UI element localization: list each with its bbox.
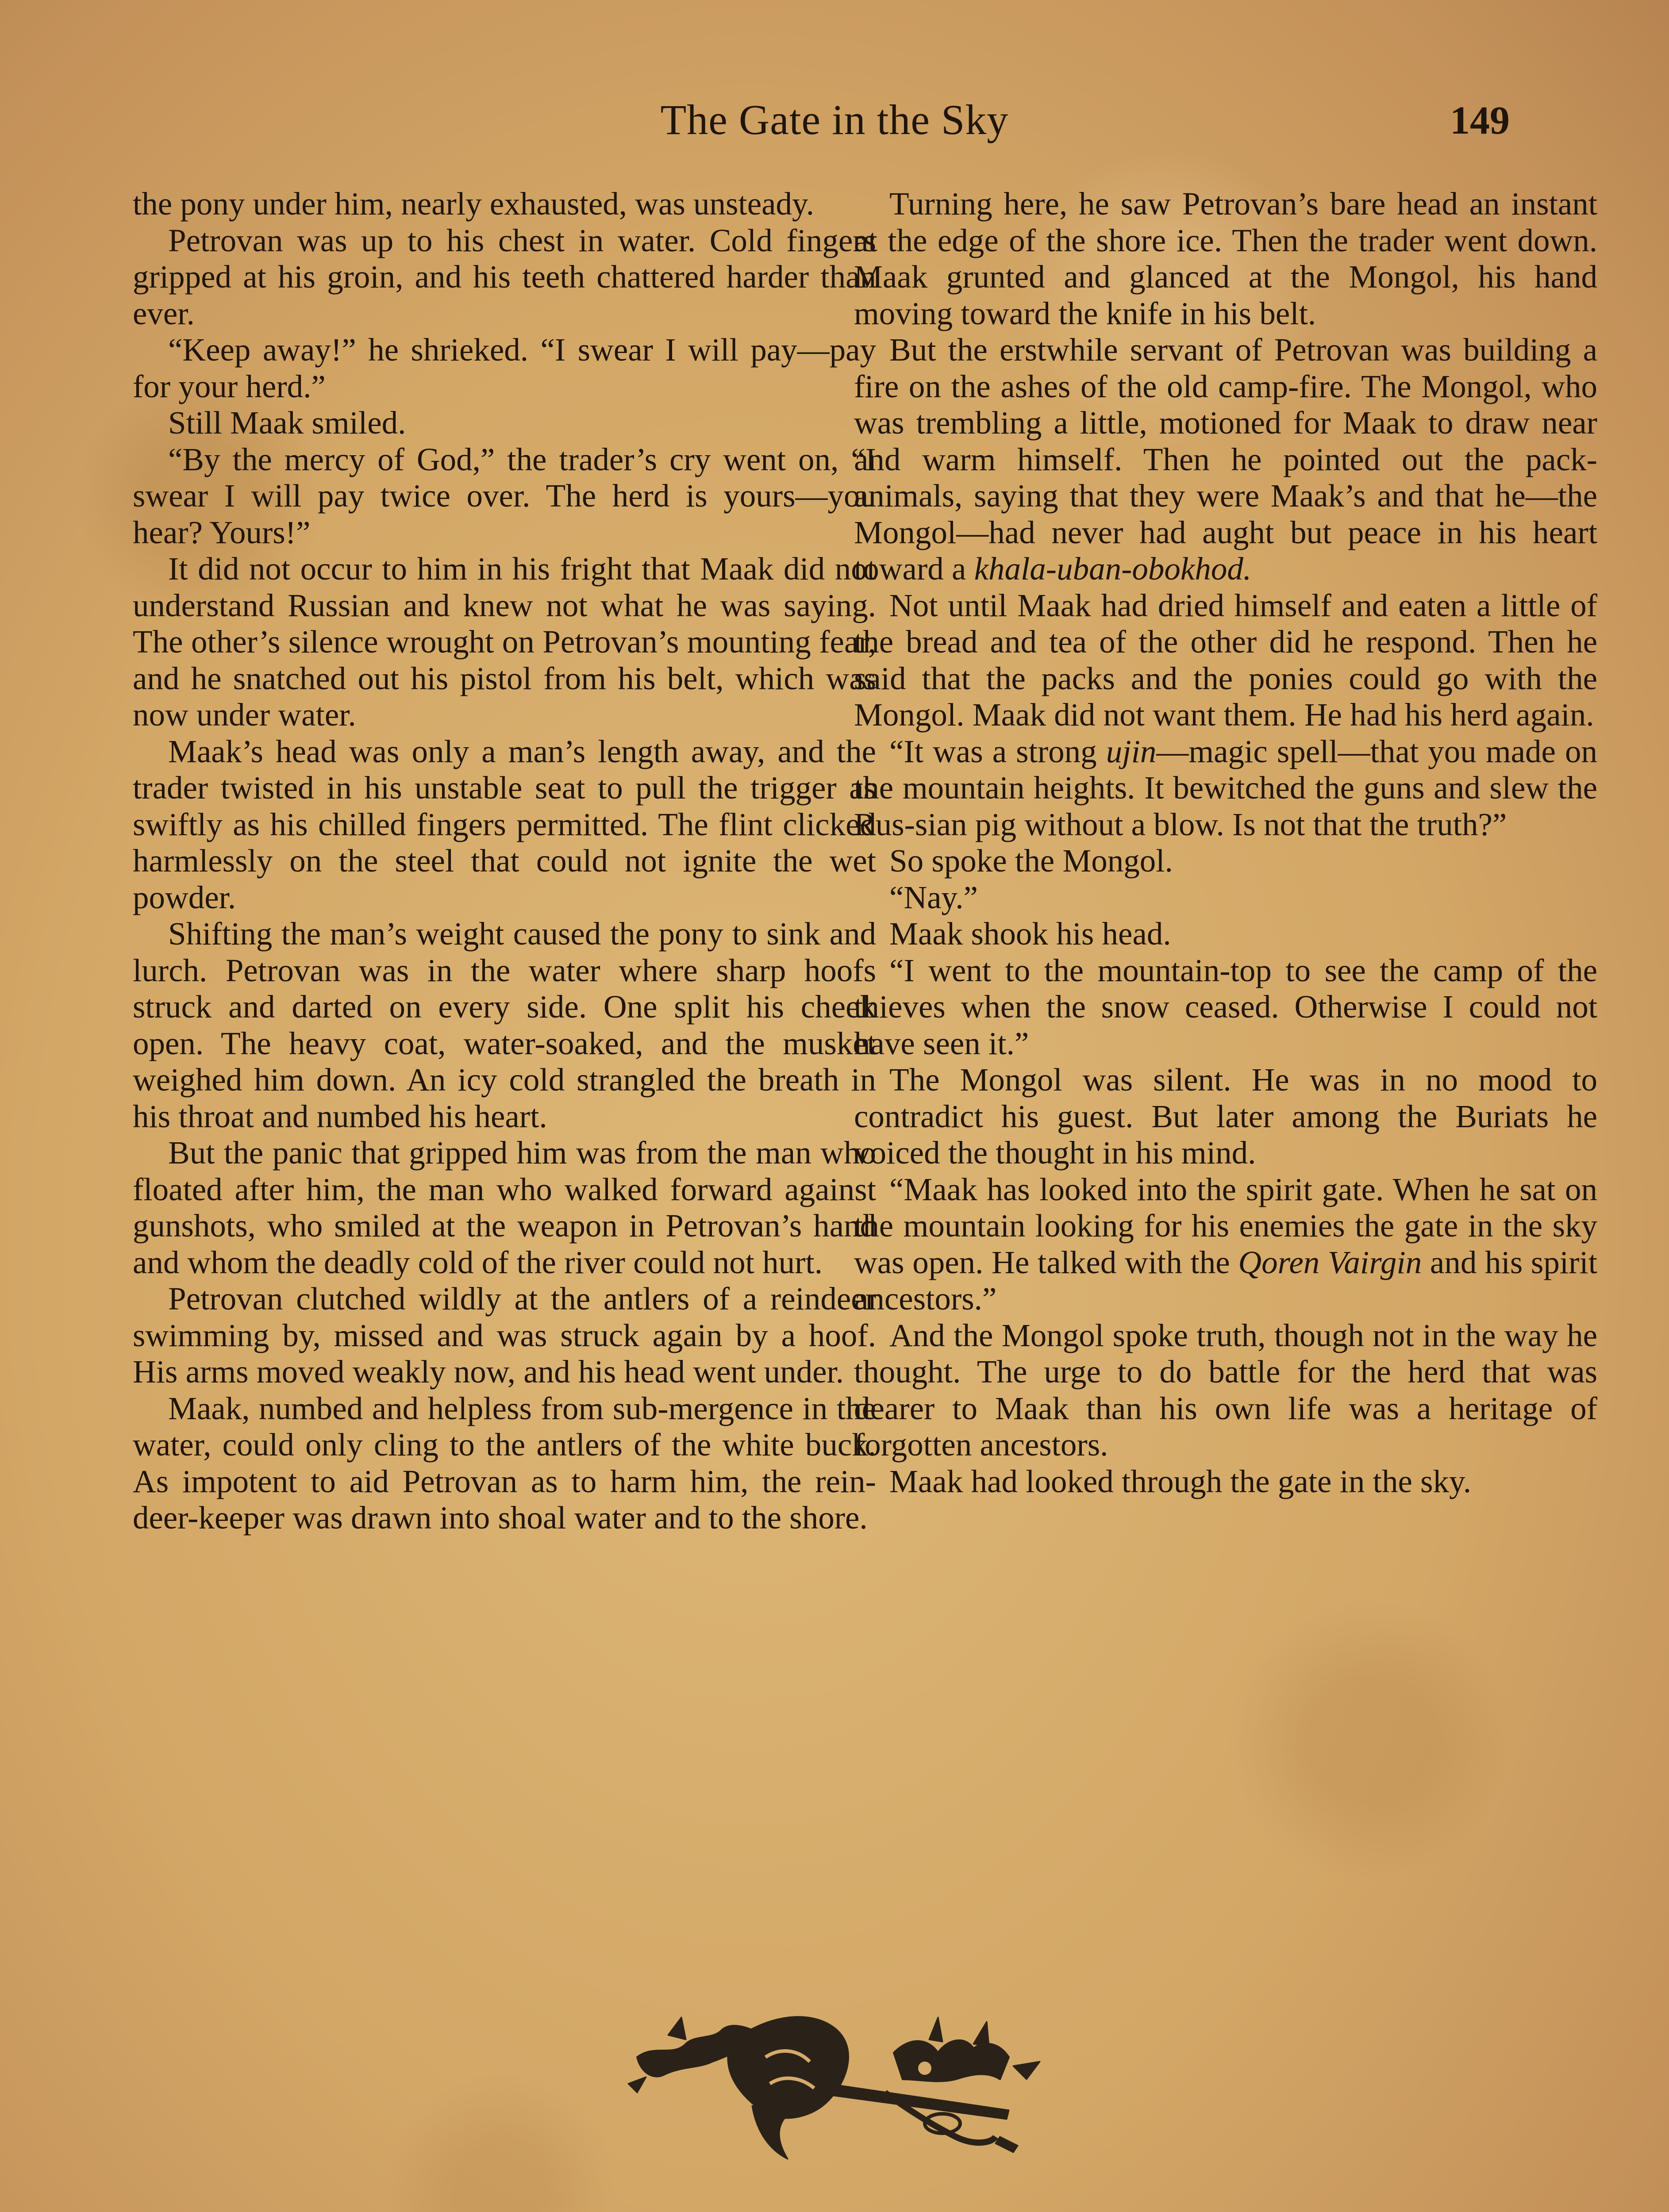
italic-term: khala-uban-obokhod. <box>974 551 1252 587</box>
paragraph: Not until Maak had dried himself and eaten a little of the bread and tea of the other did he respond. Then he said that the packs and the ponies could go with the Mongol. Maak did not want them. He had his herd again. <box>854 587 1597 733</box>
paragraph: “Keep away!” he shrieked. “I swear I will pay—pay for your herd.” <box>133 332 876 404</box>
paragraph: “By the mercy of God,” the trader’s cry went on, “I swear I will pay twice over. The herd is yours—you hear? Yours!” <box>133 441 876 550</box>
paragraph: “I went to the mountain-top to see the camp of the thieves when the snow ceased. Otherwise I could not have seen it.” <box>854 952 1597 1061</box>
paragraph: Maak shook his head. <box>889 916 1171 952</box>
paragraph-text: But the erstwhile servant of Petrovan was building a fire on the ashes of the old camp-fire. The Mongol, who was trembling a little, motioned for Maak to draw near and warm himself. Then he pointed out the pack-animals, saying that they were Maak’s and that he—the Mongol—had never had aught but peace in his heart toward a <box>854 332 1597 587</box>
paragraph: But the panic that gripped him was from the man who floated after him, the man who walked forward against gunshots, who smiled at the weapon in Petrovan’s hand and whom the deadly cold of the river could not hurt. <box>133 1135 876 1280</box>
paragraph-text: —magic spell—that you made on the mountain heights. It bewitched the guns and slew the Rus-sian pig without a blow. Is not that the truth?” <box>854 733 1597 842</box>
paragraph: Petrovan clutched wildly at the antlers of a reindeer swimming by, missed and was struck again by a hoof. His arms moved weakly now, and his head went under. <box>133 1281 876 1390</box>
paragraph <box>854 733 1597 843</box>
running-title: The Gate in the Sky <box>660 96 1009 143</box>
paragraph-text: “Maak has looked into the spirit gate. When he sat on the mountain looking for his enemies the gate in the sky was open. He talked with the <box>854 1171 1597 1280</box>
italic-term: Qoren Vairgin <box>1238 1244 1422 1280</box>
paragraph: Turning here, he saw Petrovan’s bare head an instant at the edge of the shore ice. Then the trader went down. Maak grunted and glanced at the Mongol, his hand moving toward the knife in his belt. <box>854 186 1597 331</box>
running-header <box>133 95 1536 153</box>
paragraph: It did not occur to him in his fright that Maak did not understand Russian and knew not what he was saying. The other’s silence wrought on Petrovan’s mounting fear, and he snatched out his pistol from his belt, which was now under water. <box>133 551 876 733</box>
paragraph: And the Mongol spoke truth, though not in the way he thought. The urge to do battle for the herd that was dearer to Maak than his own life was a heritage of forgotten ancestors. <box>854 1317 1597 1463</box>
page-number: 149 <box>1450 99 1510 142</box>
paragraph: Still Maak smiled. <box>168 405 406 441</box>
left-column <box>133 186 876 1536</box>
right-column <box>854 186 1597 1500</box>
paragraph: Petrovan was up to his chest in water. Cold fingers gripped at his groin, and his teeth chattered harder than ever. <box>133 222 876 331</box>
paragraph: “Nay.” <box>889 879 978 915</box>
paragraph: So spoke the Mongol. <box>889 843 1173 879</box>
paragraph: The Mongol was silent. He was in no mood to contradict his guest. But later among the Buriats he voiced the thought in his mind. <box>854 1062 1597 1171</box>
paragraph: Maak, numbed and helpless from sub-mergence in the water, could only cling to the antlers of the white buck. As impotent to aid Petrovan as to harm him, the rein-deer-keeper was drawn into shoal water and to the shore. <box>133 1390 876 1536</box>
paragraph: Maak’s head was only a man’s length away, and the trader twisted in his unstable seat to pull the trigger as swiftly as his chilled fingers permitted. The flint clicked harmlessly on the steel that could not ignite the wet powder. <box>133 733 876 915</box>
paragraph <box>854 332 1597 588</box>
paragraph: the pony under him, nearly exhausted, was unsteady. <box>133 186 815 222</box>
paragraph: Maak had looked through the gate in the sky. <box>889 1463 1472 1499</box>
paragraph-text: “It was a strong <box>889 733 1097 769</box>
paragraph <box>854 1171 1597 1317</box>
italic-term: ujin <box>1106 733 1157 769</box>
reindeer-antler-ornament-icon <box>619 1991 1062 2177</box>
paragraph: Shifting the man’s weight caused the pony to sink and lurch. Petrovan was in the water where sharp hoofs struck and darted on every side. One split his cheek open. The heavy coat, water-soaked, and the musket weighed him down. An icy cold strangled the breath in his throat and numbed his heart. <box>133 916 876 1134</box>
paragraph-text: and his spirit ancestors.” <box>854 1244 1597 1317</box>
